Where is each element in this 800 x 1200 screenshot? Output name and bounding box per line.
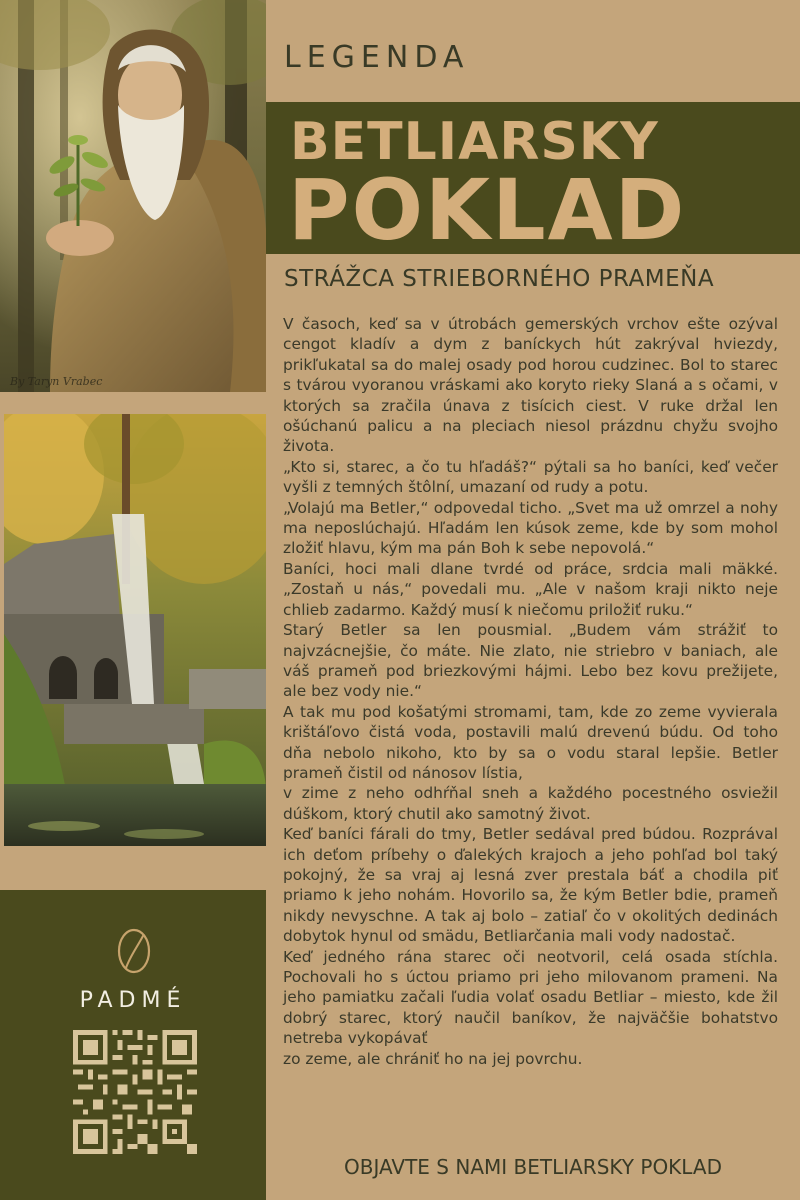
call-to-action: OBJAVTE S NAMI BETLIARSKY POKLAD bbox=[344, 1155, 722, 1179]
brand-name: PADMÉ bbox=[79, 988, 187, 1013]
story-paragraph: Keď jedného rána starec oči neotvoril, celá osada stíchla. Pochovali ho s úctou priamo pri jeho milovanom prameni. Na jeho pamiatku začali ľudia volať osadu Betliar – miesto, kde žil dobrý starec, ktorý naučil baníkov, že najväčšie bohatstvo netreba vykopávať bbox=[283, 947, 778, 1048]
qr-code[interactable] bbox=[73, 1030, 197, 1154]
title-line-2: POKLAD bbox=[288, 161, 687, 259]
story-paragraph: Starý Betler sa len pousmial. „Budem vám strážiť to najvzácnejšie, čo máte. Nie zlato, nie striebro v baniach, ale váš prameň pod briezkovými hájmi. Lebo bez kovu prežijete, ale bez vody nie.“ bbox=[283, 621, 778, 701]
story-paragraph: zo zeme, ale chrániť ho na jej povrchu. bbox=[283, 1049, 583, 1068]
story-text bbox=[283, 314, 778, 1069]
story-paragraph: „Volajú ma Betler,“ odpovedal ticho. „Svet ma už omrzel a nohy ma neposlúchajú. Hľadám len kúsok zeme, kde by som mohol zložiť hlavu, kým ma pán Boh k sebe nepovolá.“ bbox=[283, 498, 778, 558]
subtitle: STRÁŽCA STRIEBORNÉHO PRAMEŇA bbox=[284, 266, 715, 292]
story-paragraph: Keď baníci fárali do tmy, Betler sedával pred búdou. Rozprával ich deťom príbehy o ďalekých krajoch a jeho pohľad bol taký pokojný, že sa vraj aj lesná zver prestala báť a chodila piť priamo k jeho nohám. Hovorilo sa, že kým Betler bdie, prameň nikdy nevyschne. A tak aj bolo – zatiaľ čo v okolitých dedinách dobytok hynul od smädu, Betliarčania mali vody nadostač. bbox=[283, 825, 778, 946]
story-paragraph: A tak mu pod košatými stromami, tam, kde zo zeme vyvierala krištáľovo čistá voda, postavili malú drevenú búdu. Od toho dňa nebolo nikoho, kto by sa o vodu staral lepšie. Betler prameň čistil od nánosov lístia, bbox=[283, 702, 778, 782]
title-line-1: BETLIARSKY bbox=[290, 112, 659, 172]
story-paragraph: „Kto si, starec, a čo tu hľadáš?“ pýtali sa ho baníci, keď večer vyšli z temných štôlní, umazaní od rudy a potu. bbox=[283, 457, 778, 497]
portrait-illustration bbox=[0, 0, 266, 392]
leaf-seed-icon bbox=[116, 928, 152, 974]
story-paragraph: v zime z neho odhŕňal sneh a každého pocestného osviežil dúškom, ktorý chutil ako samotný život. bbox=[283, 784, 778, 823]
story-paragraph: V časoch, keď sa v útrobách gemerských vrchov ešte ozýval cengot kladív a dym z baníckych hút zakrýval hviezdy, prikľukatal sa do malej osady pod horou cudzinec. Bol to starec s tvárou vyoranou vráskami ako koryto rieky Slaná a s očami, v ktorých sa zračila únava z tisícich ciest. V ruke držal len ošúchanú palicu a na pleciach niesol prázdnu chyžu svojho života. bbox=[283, 315, 778, 456]
story-paragraph: Baníci, hoci mali dlane tvrdé od práce, srdcia mali mäkké. „Zostaň u nás,“ povedali mu. „Ale v našom kraji nikto neje chlieb zadarmo. Každý musí k niečomu priložiť ruku.“ bbox=[283, 559, 778, 619]
kicker-label: LEGENDA bbox=[284, 40, 470, 75]
artist-signature: By Taryn Vrabec bbox=[10, 375, 103, 388]
spring-waterfall-photo bbox=[4, 414, 266, 846]
